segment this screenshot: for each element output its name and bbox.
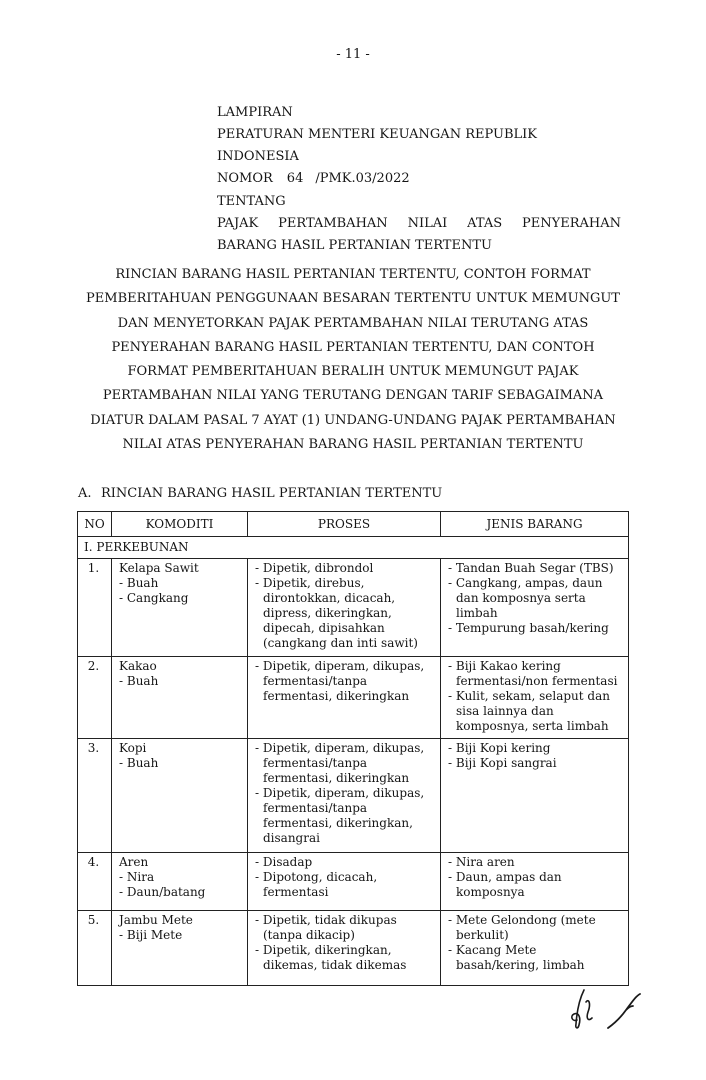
komoditi-line: Kopi <box>119 741 147 755</box>
jenis-barang-line: basah/kering, limbah <box>456 958 585 972</box>
komoditi-line: Kelapa Sawit <box>119 561 199 575</box>
table-row <box>78 853 629 911</box>
jenis-barang-line: - Biji Kakao kering <box>448 659 561 673</box>
jenis-barang-item <box>448 943 626 973</box>
subject-line-2: BARANG HASIL PERTANIAN TERTENTU <box>217 238 492 253</box>
regulation-number <box>217 168 621 190</box>
jenis-barang-line: sisa lainnya dan <box>456 704 554 718</box>
proses-line: - Dipetik, tidak dikupas <box>255 913 397 927</box>
jenis-barang-item <box>448 561 626 576</box>
proses-item <box>255 659 438 704</box>
proses-line: dirontokkan, dicacah, <box>263 591 396 605</box>
nomor-suffix: /PMK.03/2022 <box>315 171 410 186</box>
jenis-barang-item <box>448 756 626 771</box>
proses-line: - Disadap <box>255 855 313 869</box>
komoditi-line: - Cangkang <box>119 591 189 605</box>
proses-line: fermentasi/tanpa <box>263 756 368 770</box>
proses-item <box>255 913 438 943</box>
jenis-barang-line: - Kulit, sekam, selaput dan <box>448 689 610 703</box>
proses-item <box>255 786 438 846</box>
lampiran-label: LAMPIRAN <box>217 105 293 120</box>
table-header-row <box>78 512 629 537</box>
nomor-value: 64 <box>286 171 304 186</box>
proses-item <box>255 943 438 973</box>
jenis-barang-line: berkulit) <box>456 928 509 942</box>
proses-item <box>255 870 438 900</box>
cell-proses <box>248 657 441 739</box>
proses-line: fermentasi, dikeringkan <box>263 689 410 703</box>
jenis-barang-line: - Biji Kopi sangrai <box>448 756 557 770</box>
regulation-title: PERATURAN MENTERI KEUANGAN REPUBLIK INDONESIA <box>217 127 537 164</box>
cell-proses <box>248 853 441 911</box>
cell-no: 4. <box>78 853 112 911</box>
cell-komoditi <box>112 739 248 853</box>
proses-line: fermentasi <box>263 885 329 899</box>
proses-line: dipress, dikeringkan, <box>263 606 392 620</box>
jenis-barang-line: limbah <box>456 606 498 620</box>
cell-komoditi <box>112 559 248 657</box>
section-heading <box>78 485 442 503</box>
jenis-barang-line: - Mete Gelondong (mete <box>448 913 596 927</box>
jenis-barang-item <box>448 576 626 621</box>
jenis-barang-line: - Biji Kopi kering <box>448 741 551 755</box>
proses-line: dikemas, tidak dikemas <box>263 958 407 972</box>
tentang-label: TENTANG <box>217 194 286 209</box>
jenis-barang-line: - Cangkang, ampas, daun <box>448 576 603 590</box>
jenis-barang-line: fermentasi/non fermentasi <box>456 674 618 688</box>
jenis-barang-line: - Tandan Buah Segar (TBS) <box>448 561 614 575</box>
jenis-barang-item <box>448 741 626 756</box>
komoditi-line: Kakao <box>119 659 157 673</box>
komoditi-line: - Nira <box>119 870 155 884</box>
jenis-barang-item <box>448 913 626 943</box>
header-no: NO <box>78 512 112 537</box>
proses-line: fermentasi/tanpa <box>263 801 368 815</box>
proses-line: fermentasi, dikeringkan, <box>263 816 413 830</box>
group-row <box>78 537 629 559</box>
section-title: RINCIAN BARANG HASIL PERTANIAN TERTENTU <box>101 486 443 501</box>
jenis-barang-item <box>448 855 626 870</box>
title-line: DAN MENYETORKAN PAJAK PERTAMBAHAN NILAI TERUTANG ATAS <box>117 315 589 331</box>
nomor-label: NOMOR <box>217 171 273 186</box>
group-label: I. PERKEBUNAN <box>78 537 629 559</box>
cell-proses <box>248 559 441 657</box>
cell-no: 1. <box>78 559 112 657</box>
document-title <box>0 263 706 457</box>
proses-line: dipecah, dipisahkan <box>263 621 385 635</box>
title-line: PENYERAHAN BARANG HASIL PERTANIAN TERTENTU, DAN CONTOH <box>111 339 595 355</box>
cell-proses <box>248 739 441 853</box>
title-line: RINCIAN BARANG HASIL PERTANIAN TERTENTU, CONTOH FORMAT <box>115 267 591 282</box>
cell-proses <box>248 911 441 986</box>
proses-line: - Dipotong, dicacah, <box>255 870 378 884</box>
proses-line: - Dipetik, diperam, dikupas, <box>255 659 425 673</box>
commodity-table <box>77 511 629 986</box>
jenis-barang-line: - Daun, ampas dan <box>448 870 562 884</box>
header-komoditi: KOMODITI <box>112 512 248 537</box>
cell-komoditi <box>112 911 248 986</box>
proses-item <box>255 576 438 651</box>
cell-jenis-barang <box>441 853 629 911</box>
section-marker: A. <box>78 486 92 501</box>
jenis-barang-line: komposnya <box>456 885 525 899</box>
komoditi-line: Jambu Mete <box>119 913 193 927</box>
jenis-barang-item <box>448 689 626 734</box>
proses-item <box>255 561 438 576</box>
proses-line: - Dipetik, direbus, <box>255 576 365 590</box>
jenis-barang-line: - Kacang Mete <box>448 943 537 957</box>
jenis-barang-line: komposnya, serta limbah <box>456 719 609 733</box>
table-row <box>78 911 629 986</box>
proses-line: - Dipetik, dibrondol <box>255 561 374 575</box>
jenis-barang-line: - Tempurung basah/kering <box>448 621 609 635</box>
cell-komoditi <box>112 657 248 739</box>
komoditi-line: - Daun/batang <box>119 885 206 899</box>
proses-line: - Dipetik, diperam, dikupas, <box>255 786 425 800</box>
cell-no: 5. <box>78 911 112 986</box>
jenis-barang-line: dan komposnya serta <box>456 591 586 605</box>
page-number: - 11 - <box>336 47 370 62</box>
cell-jenis-barang <box>441 739 629 853</box>
jenis-barang-item <box>448 621 626 636</box>
jenis-barang-line: - Nira aren <box>448 855 515 869</box>
jenis-barang-item <box>448 659 626 689</box>
cell-no: 3. <box>78 739 112 853</box>
table-row <box>78 739 629 853</box>
table-row <box>78 559 629 657</box>
proses-item <box>255 855 438 870</box>
cell-jenis-barang <box>441 911 629 986</box>
cell-jenis-barang <box>441 559 629 657</box>
subject-line-1: PAJAK PERTAMBAHAN NILAI ATAS PENYERAHAN <box>217 216 621 231</box>
komoditi-line: - Buah <box>119 576 159 590</box>
proses-line: disangrai <box>263 831 320 845</box>
cell-komoditi <box>112 853 248 911</box>
header-jenis-barang: JENIS BARANG <box>441 512 629 537</box>
table-row <box>78 657 629 739</box>
komoditi-line: Aren <box>119 855 149 869</box>
title-line: PERTAMBAHAN NILAI YANG TERUTANG DENGAN TARIF SEBAGAIMANA <box>102 388 604 404</box>
proses-line: - Dipetik, diperam, dikupas, <box>255 741 425 755</box>
proses-line: (tanpa dikacip) <box>263 928 355 942</box>
header-proses: PROSES <box>248 512 441 537</box>
lampiran-header <box>217 102 621 257</box>
komoditi-line: - Buah <box>119 674 159 688</box>
jenis-barang-item <box>448 870 626 900</box>
proses-item <box>255 741 438 786</box>
komoditi-line: - Biji Mete <box>119 928 183 942</box>
proses-line: fermentasi, dikeringkan <box>263 771 410 785</box>
proses-line: - Dipetik, dikeringkan, <box>255 943 392 957</box>
title-line: DIATUR DALAM PASAL 7 AYAT (1) UNDANG-UNDANG PAJAK PERTAMBAHAN <box>90 412 616 428</box>
title-line: PEMBERITAHUAN PENGGUNAAN BESARAN TERTENTU UNTUK MEMUNGUT <box>86 291 620 307</box>
proses-line: fermentasi/tanpa <box>263 674 368 688</box>
title-line: FORMAT PEMBERITAHUAN BERALIH UNTUK MEMUNGUT PAJAK <box>127 364 579 380</box>
komoditi-line: - Buah <box>119 756 159 770</box>
title-line: NILAI ATAS PENYERAHAN BARANG HASIL PERTANIAN TERTENTU <box>122 437 584 453</box>
cell-no: 2. <box>78 657 112 739</box>
proses-line: (cangkang dan inti sawit) <box>263 636 418 650</box>
cell-jenis-barang <box>441 657 629 739</box>
handwritten-initials-icon <box>560 982 650 1034</box>
